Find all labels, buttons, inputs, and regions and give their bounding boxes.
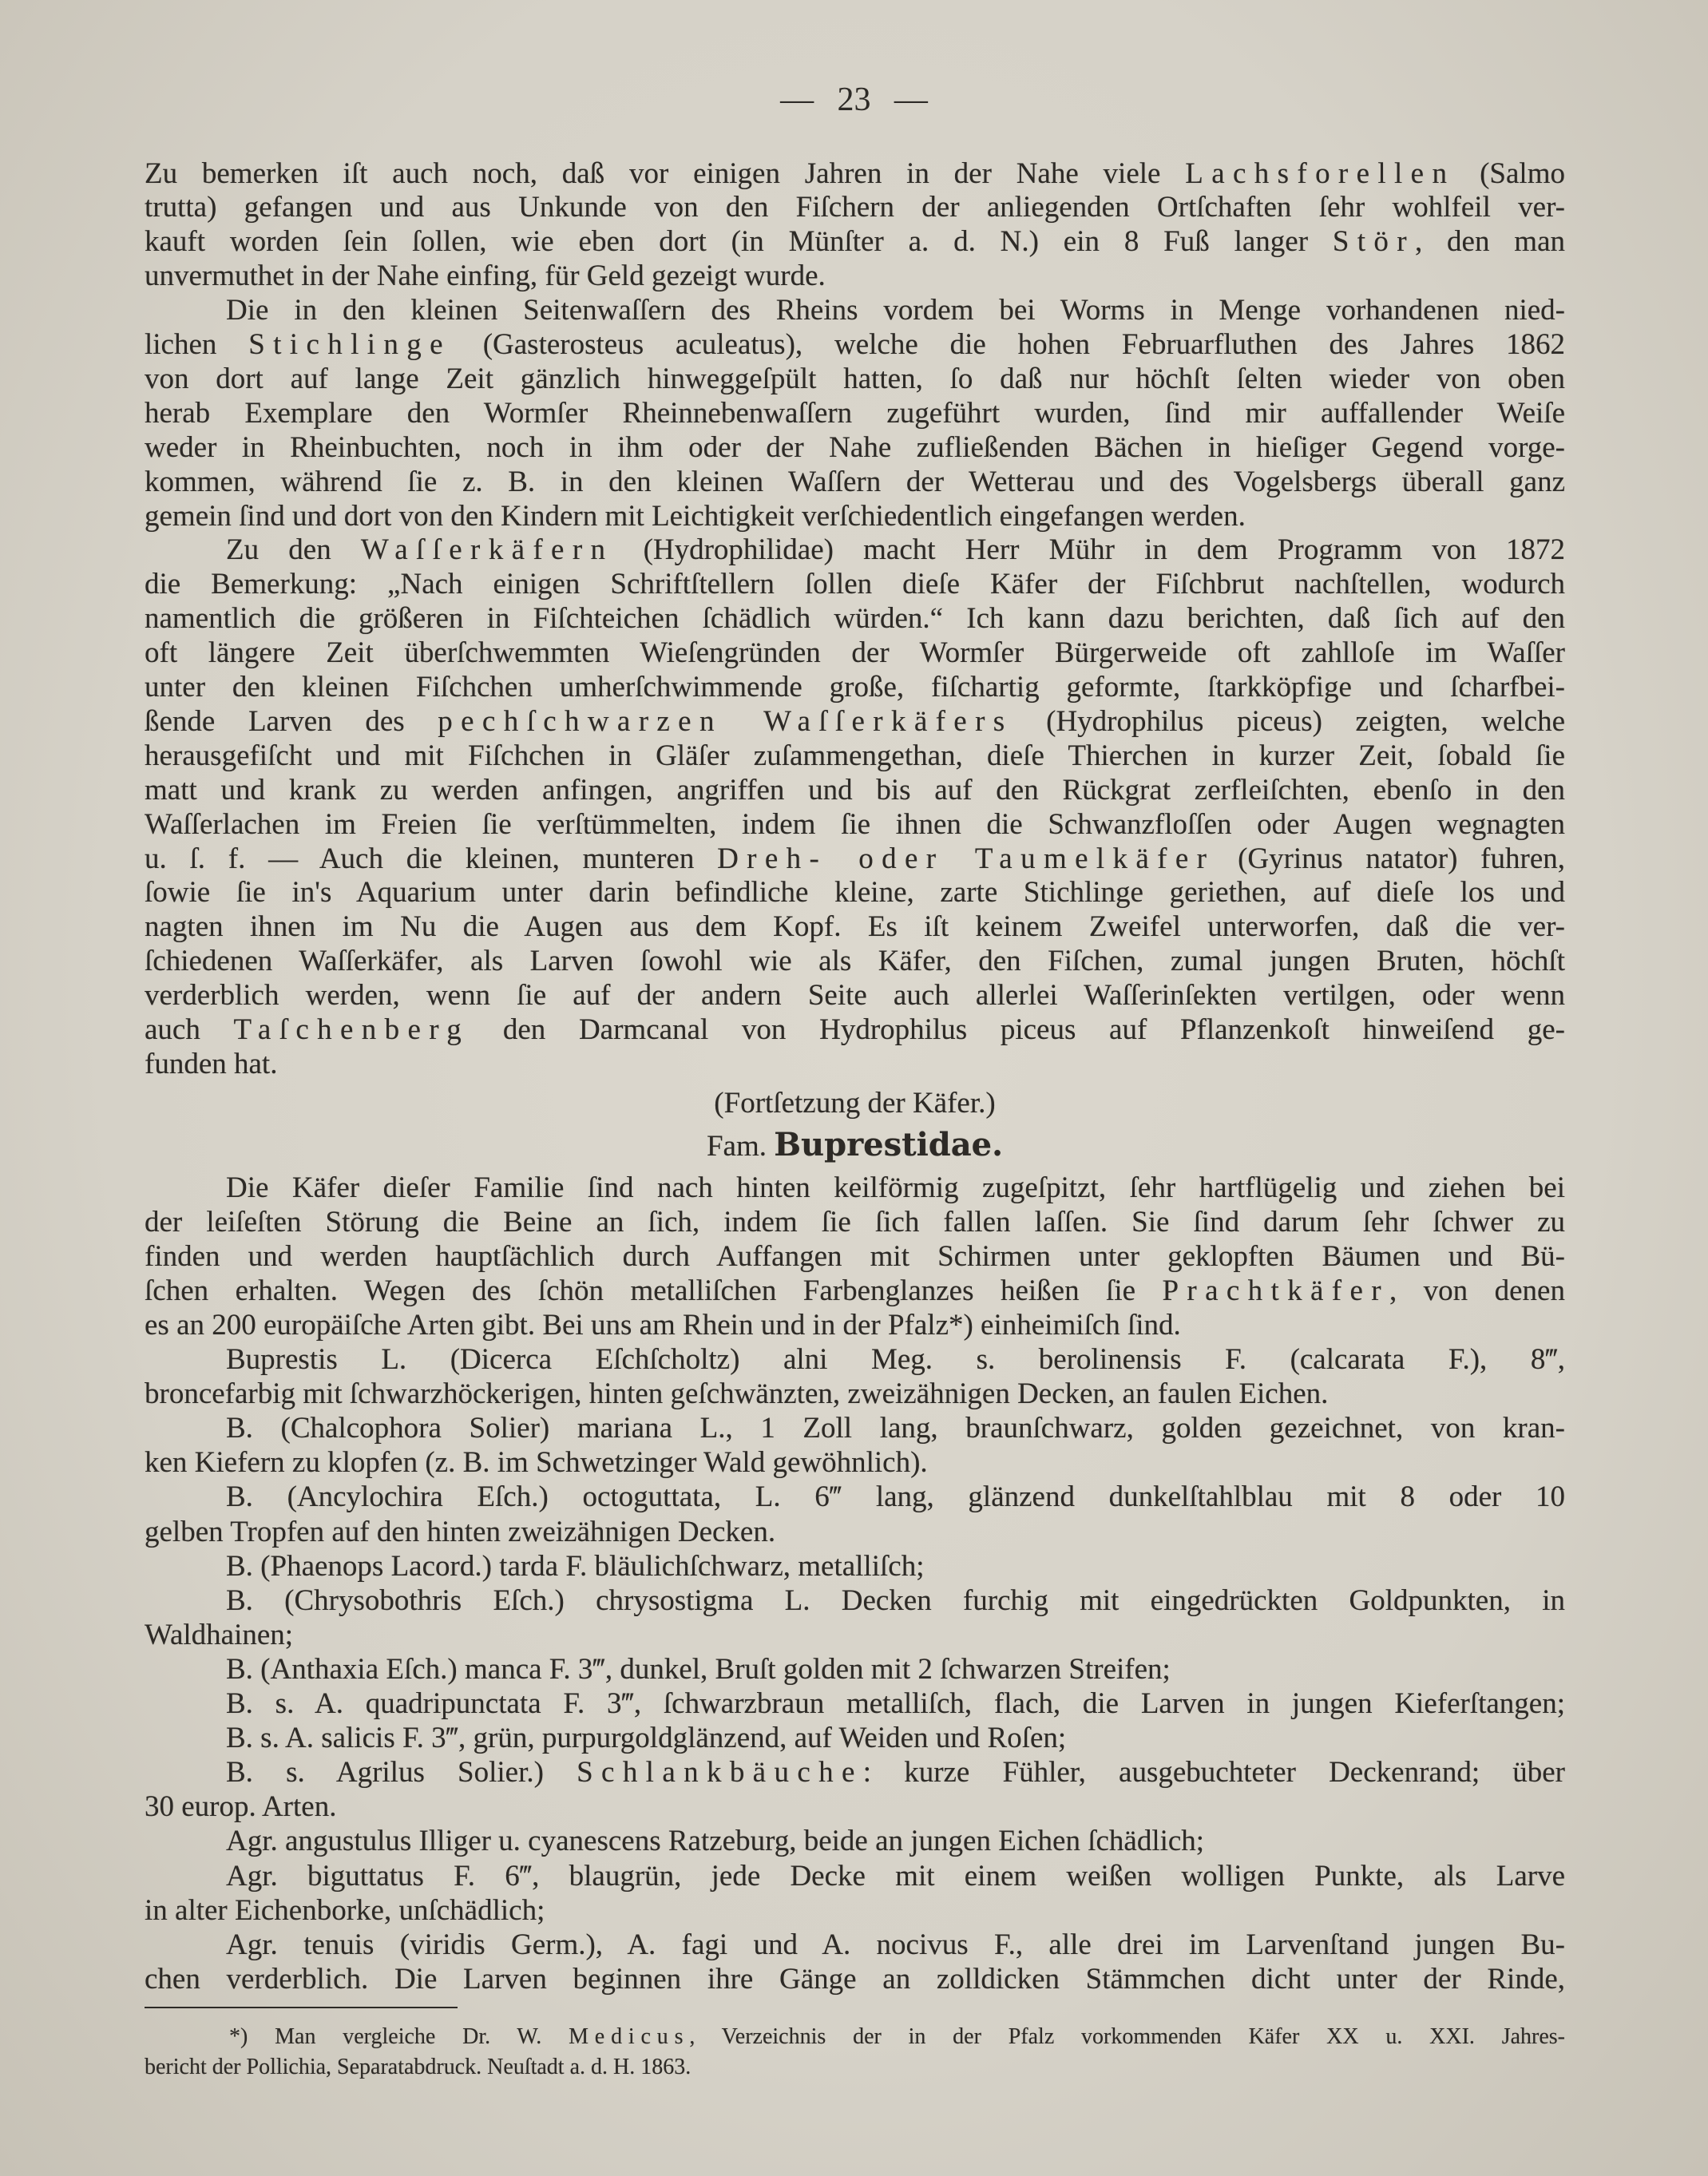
text-run: B. s. Agrilus Solier.): [226, 1756, 577, 1790]
text-line: [145, 807, 1565, 842]
text-run: lichen: [145, 328, 249, 361]
spaced-emphasis: Prachtkäfer: [1162, 1274, 1389, 1307]
text-run: verderblich werden, wenn ſie auf der andern Seite auch allerlei Waſſerinſekten vertilgen, oder wenn: [145, 979, 1565, 1013]
text-run: Buprestis L. (Dicerca Eſchſcholtz) alni Meg. s. berolinensis F. (calcarata F.), 8‴,: [226, 1343, 1565, 1376]
text-run: auch: [145, 1013, 234, 1046]
text-run: Zu den: [226, 533, 361, 567]
text-line: [145, 875, 1565, 910]
text-line: [145, 601, 1565, 636]
footnote-line: [229, 2022, 1565, 2052]
text-run: Waſſerlachen im Freien ſie verſtümmelten, indem ſie ihnen die Schwanzfloſſen oder Augen wegnagten: [145, 807, 1565, 841]
text-line: [226, 1652, 1565, 1686]
text-run: Agr. tenuis (viridis Germ.), A. fagi und A. nocivus F., alle drei im Larvenſtand jungen Bu-: [226, 1928, 1565, 1961]
text-line: [145, 1618, 1565, 1652]
text-run: (Hydrophilus piceus) zeigten, welche: [1013, 704, 1565, 738]
text-line: [226, 1480, 1565, 1514]
text-line: [145, 670, 1565, 704]
text-line: [226, 293, 1565, 327]
text-line: [226, 1928, 1565, 1962]
text-run: Die Käfer dieſer Familie ſind nach hinten keilförmig zugeſpitzt, ſehr hartflügelig und ziehen bei: [226, 1171, 1565, 1204]
text-line: [145, 1515, 1565, 1549]
text-run: Agr. angustulus Illiger u. cyanescens Ratzeburg, beide an jungen Eichen ſchädlich;: [226, 1825, 1205, 1858]
text-run: Fam.: [706, 1129, 775, 1163]
text-run: B. (Chalcophora Solier) mariana L., 1 Zoll lang, braunſchwarz, golden gezeichnet, von kran-: [226, 1412, 1565, 1445]
text-run: ſchiedenen Waſſerkäfer, als Larven ſowohl wie als Käfer, den Fiſchen, zumal jungen Bruten, höchſt: [145, 945, 1565, 978]
text-run: bericht der Pollichia, Separatabdruck. Neuſtadt a. d. H. 1863.: [145, 2055, 692, 2079]
text-run: unvermuthet in der Nahe einfing, für Geld gezeigt wurde.: [145, 260, 826, 293]
text-line: [145, 396, 1565, 430]
text-line: [226, 1583, 1565, 1618]
text-line: [226, 533, 1565, 567]
text-run: B. (Phaenops Lacord.) tarda F. bläulichſchwarz, metalliſch;: [226, 1549, 925, 1583]
continuation-heading: [145, 1086, 1565, 1120]
text-run: , von denen: [1389, 1274, 1565, 1307]
spaced-emphasis: Dreh- oder Taumelkäfer: [717, 842, 1215, 875]
text-run: Die in den kleinen Seitenwaſſern des Rheins vordem bei Worms in Menge vorhandenen nied-: [226, 294, 1565, 327]
text-line: [226, 1721, 1565, 1755]
text-line: [145, 157, 1565, 191]
text-line: [145, 1013, 1565, 1047]
text-run: ken Kiefern zu klopfen (z. B. im Schwetzinger Wald gewöhnlich).: [145, 1446, 928, 1480]
text-run: broncefarbig mit ſchwarzhöckerigen, hinten geſchwänzten, zweizähnigen Decken, an faulen Eichen.: [145, 1377, 1329, 1411]
text-line: [145, 1377, 1565, 1411]
text-run: gelben Tropfen auf den hinten zweizähnigen Decken.: [145, 1515, 776, 1548]
text-run: die Bemerkung: „Nach einigen Schriftſtellern ſollen dieſe Käfer der Fiſchbrut nachſtellen, wodurch: [145, 568, 1565, 601]
text-line: [145, 1893, 1565, 1928]
text-line: [145, 327, 1565, 362]
spaced-emphasis: Waſſerkäfern: [360, 533, 614, 567]
text-line: [145, 1962, 1565, 1996]
spaced-emphasis: Stör: [1332, 225, 1415, 259]
text-line: [145, 1308, 1565, 1342]
text-run: : kurze Fühler, ausgebuchteter Deckenrand; über: [862, 1756, 1566, 1790]
text-run: unter den kleinen Fiſchchen umherſchwimmende große, fiſchartig geformte, ſtarkköpfige und ſcharfbei-: [145, 671, 1565, 704]
text-line: [145, 1790, 1565, 1824]
text-line: [145, 1205, 1565, 1239]
text-line: [145, 842, 1565, 876]
text-run: u. ſ. f. — Auch die kleinen, munteren: [145, 842, 718, 875]
text-line: [226, 1342, 1565, 1377]
text-run: herab Exemplare den Wormſer Rheinnebenwaſſern zugeführt wurden, ſind mir auffallender Weiſe: [145, 396, 1565, 430]
text-run: kommen, während ſie z. B. in den kleinen Waſſern der Wetterau und des Vogelsbergs überall ganz: [145, 465, 1565, 498]
text-run: gemein ſind und dort von den Kindern mit Leichtigkeit verſchiedentlich eingefangen werden.: [145, 499, 1246, 533]
text-line: [145, 739, 1565, 773]
text-line: [145, 567, 1565, 601]
text-run: Zu bemerken iſt auch noch, daß vor einigen Jahren in der Nahe viele: [145, 157, 1186, 190]
text-run: herausgefiſcht und mit Fiſchchen in Gläſer zuſammengethan, dieſe Thierchen in kurzer Zeit, ſobald ſie: [145, 739, 1565, 772]
text-run: trutta) gefangen und aus Unkunde von den Fiſchern der anliegenden Ortſchaften ſehr wohlfeil ver-: [145, 191, 1565, 224]
text-line: [145, 1445, 1565, 1480]
text-line: [145, 1047, 1565, 1081]
text-run: Waldhainen;: [145, 1618, 294, 1651]
text-run: B. s. A. quadripunctata F. 3‴, ſchwarzbraun metalliſch, flach, die Larven in jungen Kieferſtangen;: [226, 1687, 1565, 1720]
text-line: [226, 1686, 1565, 1721]
text-run: weder in Rheinbuchten, noch in ihm oder der Nahe zufließenden Bächen in hieſiger Gegend vorge-: [145, 430, 1565, 464]
text-run: matt und krank zu werden anfingen, angriffen und bis auf den Rückgrat zerfleiſchten, ebenſo in den: [145, 773, 1565, 807]
text-run: B. s. A. salicis F. 3‴, grün, purpurgoldglänzend, auf Weiden und Roſen;: [226, 1722, 1067, 1755]
footnote-line: [145, 2052, 1565, 2083]
text-line: [226, 1171, 1565, 1205]
text-run: (Hydrophilidae) macht Herr Mühr in dem Programm von 1872: [613, 533, 1565, 567]
text-run: (Salmo: [1455, 157, 1565, 190]
text-line: [145, 430, 1565, 465]
text-line: [226, 1824, 1565, 1858]
text-line: [226, 1411, 1565, 1445]
text-run: B. (Chrysobothris Eſch.) chrysostigma L. Decken furchig mit eingedrückten Goldpunkten, in: [226, 1583, 1565, 1617]
family-name: Buprestidae.: [774, 1125, 1004, 1163]
text-run: , den man: [1414, 225, 1565, 259]
text-run: den Darmcanal von Hydrophilus piceus auf Pflanzenkoſt hinweiſend ge-: [470, 1013, 1565, 1046]
text-run: kauft worden ſein ſollen, wie eben dort (in Münſter a. d. N.) ein 8 Fuß langer: [145, 225, 1333, 259]
text-run: B. (Anthaxia Eſch.) manca F. 3‴, dunkel, Bruſt golden mit 2 ſchwarzen Streifen;: [226, 1652, 1171, 1686]
text-run: chen verderblich. Die Larven beginnen ihre Gänge an zolldicken Stämmchen dicht unter der Rinde,: [145, 1962, 1565, 1996]
text-line: [145, 224, 1565, 259]
text-line: [145, 499, 1565, 533]
text-run: , Verzeichnis der in der Pfalz vorkommenden Käfer XX u. XXI. Jahres-: [689, 2024, 1565, 2049]
text-line: [226, 1755, 1565, 1790]
text-line: [145, 978, 1565, 1013]
text-run: der leiſeſten Störung die Beine an ſich, indem ſie ſich fallen laſſen. Sie ſind darum ſehr ſchwer zu: [145, 1205, 1565, 1239]
spaced-emphasis: Stichlinge: [248, 328, 451, 361]
text-run: (Fortſetzung der Käfer.): [714, 1086, 996, 1120]
text-line: [145, 910, 1565, 944]
text-line: [145, 773, 1565, 807]
spaced-emphasis: Schlankbäuche: [577, 1756, 863, 1790]
text-run: in alter Eichenborke, unſchädlich;: [145, 1893, 545, 1927]
text-run: ſowie ſie in's Aquarium unter darin befindliche kleine, zarte Stichlinge geriethen, auf dieſe los und: [145, 876, 1565, 910]
spaced-emphasis: Taſchenberg: [233, 1013, 470, 1046]
text-line: [145, 1274, 1565, 1308]
text-run: (Gasterosteus aculeatus), welche die hohen Februarfluthen des Jahres 1862: [450, 328, 1565, 361]
text-line: [145, 944, 1565, 978]
text-run: funden hat.: [145, 1047, 278, 1080]
text-run: Agr. biguttatus F. 6‴, blaugrün, jede Decke mit einem weißen wolligen Punkte, als Larve: [226, 1859, 1565, 1893]
text-line: [145, 465, 1565, 499]
family-heading: [145, 1125, 1565, 1163]
text-run: *) Man vergleiche Dr. W.: [229, 2024, 569, 2049]
text-run: B. (Ancylochira Eſch.) octoguttata, L. 6‴ lang, glänzend dunkelſtahlblau mit 8 oder 10: [226, 1480, 1565, 1514]
text-run: finden und werden hauptſächlich durch Auffangen mit Schirmen unter geklopften Bäumen und Bü-: [145, 1239, 1565, 1273]
text-run: ſchen erhalten. Wegen des ſchön metalliſchen Farbenglanzes heißen ſie: [145, 1274, 1163, 1307]
text-line: [226, 1549, 1565, 1583]
text-run: von dort auf lange Zeit gänzlich hinweggeſpült hatten, ſo daß nur höchſt ſelten wieder von oben: [145, 362, 1565, 395]
text-line: [145, 1239, 1565, 1274]
page-number: — 23 —: [780, 81, 928, 118]
text-run: namentlich die größeren in Fiſchteichen ſchädlich würden.“ Ich kann dazu berichten, daß ſich auf den: [145, 602, 1565, 636]
text-line: [226, 1859, 1565, 1893]
text-run: 30 europ. Arten.: [145, 1790, 337, 1824]
spaced-emphasis: Lachsforellen: [1185, 157, 1456, 190]
text-line: [145, 704, 1565, 739]
footnote-rule: [145, 2007, 458, 2008]
text-line: [145, 362, 1565, 396]
text-line: [145, 259, 1565, 293]
spaced-emphasis: pechſchwarzen Waſſerkäfers: [438, 704, 1013, 738]
text-run: (Gyrinus natator) fuhren,: [1215, 842, 1565, 875]
text-run: nagten ihnen im Nu die Augen aus dem Kopf. Es iſt keinem Zweifel unterworfen, daß die ver-: [145, 910, 1565, 944]
text-line: [145, 636, 1565, 670]
text-run: es an 200 europäiſche Arten gibt. Bei uns am Rhein und in der Pfalz*) einheimiſch ſind.: [145, 1308, 1181, 1342]
spaced-emphasis: Medicus: [569, 2024, 690, 2049]
text-run: oft längere Zeit überſchwemmten Wieſengründen der Wormſer Bürgerweide oft zahlloſe im Waſſer: [145, 636, 1565, 670]
text-run: ßende Larven des: [145, 704, 438, 738]
text-line: [145, 190, 1565, 224]
